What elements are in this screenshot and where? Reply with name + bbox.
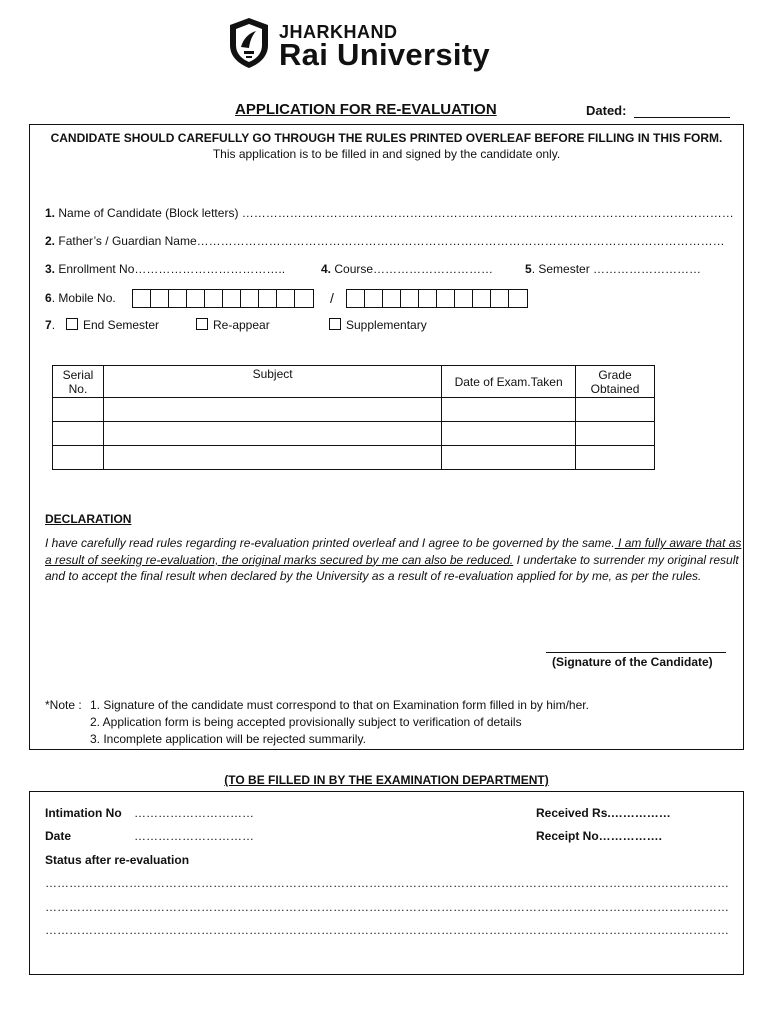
field-label: . Semester ……………………… [531, 262, 702, 276]
intimation-no-field[interactable]: ………………………… [134, 806, 254, 820]
logo-main-text: Rai University [279, 37, 490, 72]
option-label: Supplementary [346, 318, 427, 332]
col-grade-obtained: Grade Obtained [576, 366, 655, 398]
intimation-no-label: Intimation No [45, 806, 122, 820]
field-number: 4. [321, 262, 332, 276]
table-cell[interactable] [576, 398, 655, 422]
mobile-digit-boxes-1[interactable] [132, 289, 314, 308]
field-number: 2. [45, 234, 56, 248]
table-row [53, 398, 655, 422]
declaration-heading: DECLARATION [45, 512, 132, 526]
status-line-3[interactable]: ……………………………………………………………………………………………………………………………………………………… [45, 923, 729, 937]
option-label: Re-appear [213, 318, 270, 332]
table-cell[interactable] [103, 446, 441, 470]
university-shield-icon [228, 17, 270, 69]
field-course[interactable] [321, 262, 493, 276]
table-cell[interactable] [442, 398, 576, 422]
field-candidate-name[interactable] [45, 206, 734, 220]
table-cell[interactable] [53, 398, 104, 422]
declaration-text [45, 535, 745, 585]
dated-label: Dated: [586, 103, 627, 118]
col-date-of-exam: Date of Exam.Taken [442, 366, 576, 398]
mobile-digit-boxes-2[interactable] [346, 289, 528, 308]
signature-label: (Signature of the Candidate) [552, 655, 713, 669]
instruction-line-1: CANDIDATE SHOULD CAREFULLY GO THROUGH THE RULES PRINTED OVERLEAF BEFORE FILLING IN THIS FORM. [50, 131, 723, 145]
logo-top-text: JHARKHAND [279, 22, 398, 42]
table-cell[interactable] [53, 422, 104, 446]
table-cell[interactable] [442, 422, 576, 446]
table-row [53, 446, 655, 470]
checkbox-icon[interactable] [196, 318, 208, 330]
signature-line[interactable] [546, 652, 726, 653]
field-label: Name of Candidate (Block letters) …………………………………………………………………………………………………………… [58, 206, 734, 220]
note-2: 2. Application form is being accepted provisionally subject to verification of details [90, 715, 522, 729]
received-rs-field[interactable]: Received Rs.…………… [536, 806, 671, 820]
field-number: 3. [45, 262, 56, 276]
date-label: Date [45, 829, 72, 843]
field-mobile-label [45, 291, 116, 305]
table-cell[interactable] [576, 446, 655, 470]
note-prefix: *Note : [45, 698, 82, 712]
field-label: Father’s / Guardian Name…………………………………………………………………………………………………………………… [58, 234, 725, 248]
note-1: 1. Signature of the candidate must correspond to that on Examination form filled in by him/her. [90, 698, 589, 712]
field-guardian-name[interactable] [45, 234, 725, 248]
option-label: End Semester [83, 318, 160, 332]
col-serial-no: Serial No. [53, 366, 104, 398]
field-label: . Mobile No. [51, 291, 116, 305]
status-label: Status after re-evaluation [45, 853, 190, 867]
field-label: Course………………………… [334, 262, 494, 276]
field-semester[interactable] [525, 262, 701, 276]
field-label: Enrollment No……………………………….. [58, 262, 286, 276]
declaration-part-2: I am fully aware that as a result of seeking re-evaluation, the original marks secured by me can also be reduced. [45, 536, 742, 567]
option-supplementary[interactable] [329, 318, 427, 332]
table-row [53, 422, 655, 446]
subject-table [52, 365, 655, 470]
date-field[interactable]: ………………………… [134, 829, 254, 843]
status-line-1[interactable]: ……………………………………………………………………………………………………………………………………………………… [45, 876, 729, 890]
table-cell[interactable] [576, 422, 655, 446]
declaration-part-1: I have carefully read rules regarding re-evaluation printed overleaf and I agree to be governed by the same. [45, 536, 615, 550]
col-subject: Subject [103, 366, 441, 398]
form-title: APPLICATION FOR RE-EVALUATION [235, 101, 497, 118]
note-3: 3. Incomplete application will be rejected summarily. [90, 732, 366, 746]
table-header-row [53, 366, 655, 398]
instruction-line-2: This application is to be filled in and signed by the candidate only. [212, 147, 561, 161]
receipt-no-field[interactable]: Receipt No……………. [536, 829, 663, 843]
option-end-semester[interactable] [66, 318, 159, 332]
checkbox-icon[interactable] [66, 318, 78, 330]
table-cell[interactable] [103, 422, 441, 446]
mobile-separator: / [330, 290, 334, 306]
table-cell[interactable] [103, 398, 441, 422]
field-enrollment-no[interactable] [45, 262, 285, 276]
field-number: 5 [525, 262, 532, 276]
option-re-appear[interactable] [196, 318, 270, 332]
exam-dept-heading: (TO BE FILLED IN BY THE EXAMINATION DEPARTMENT) [224, 773, 549, 787]
declaration-part-3: I undertake to surrender my original result and to accept the final result when declared by the University as a result of re-evaluation applied for by me, as per the rules. [45, 552, 739, 583]
field-number: 1. [45, 206, 56, 220]
status-line-2[interactable]: ……………………………………………………………………………………………………………………………………………………… [45, 900, 729, 914]
field-number: 7 [45, 318, 52, 332]
table-cell[interactable] [442, 446, 576, 470]
dated-input-line[interactable] [634, 117, 730, 118]
field-exam-type-label [45, 318, 55, 332]
field-label: . [51, 318, 56, 332]
table-cell[interactable] [53, 446, 104, 470]
field-number: 6 [45, 291, 52, 305]
checkbox-icon[interactable] [329, 318, 341, 330]
